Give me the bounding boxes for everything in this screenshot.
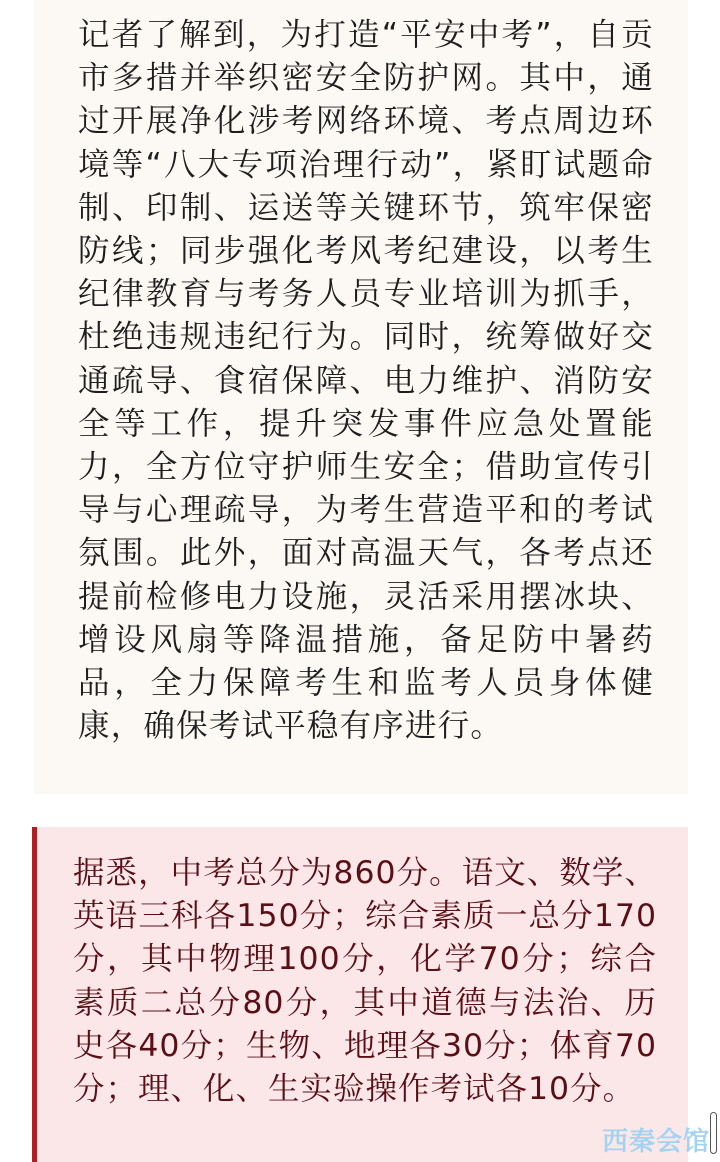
article-card — [34, 0, 688, 794]
article-paragraph: 记者了解到，为打造“平安中考”，自贡市多措并举织密安全防护网。其中，通过开展净化涉考网络环境、考点周边环境等“八大专项治理行动”，紧盯试题命制、印制、运送等关键环节，筑牢保密防线；同步强化考风考纪建设，以考生纪律教育与考务人员专业培训为抓手，杜绝违规违纪行为。同时，统筹做好交通疏导、食宿保障、电力维护、消防安全等工作，提升突发事件应急处置能力，全方位守护师生安全；借助宣传引导与心理疏导，为考生营造平和的考试氛围。此外，面对高温天气，各考点还提前检修电力设施，灵活采用摆冰块、增设风扇等降温措施，备足防中暑药品，全力保障考生和监考人员身体健康，确保考试平稳有序进行。 — [78, 17, 654, 745]
callout-paragraph: 据悉，中考总分为860分。语文、数学、英语三科各150分；综合素质一总分170分，其中物理100分，化学70分；综合素质二总分80分，其中道德与法治、历史各40分；生物、地理各30分；体育70分；理、化、生实验操作考试各10分。 — [73, 855, 657, 1108]
watermark-logo: 西秦会馆 — [601, 1127, 710, 1157]
scroll-handle[interactable] — [710, 1112, 717, 1154]
score-callout — [32, 827, 688, 1162]
